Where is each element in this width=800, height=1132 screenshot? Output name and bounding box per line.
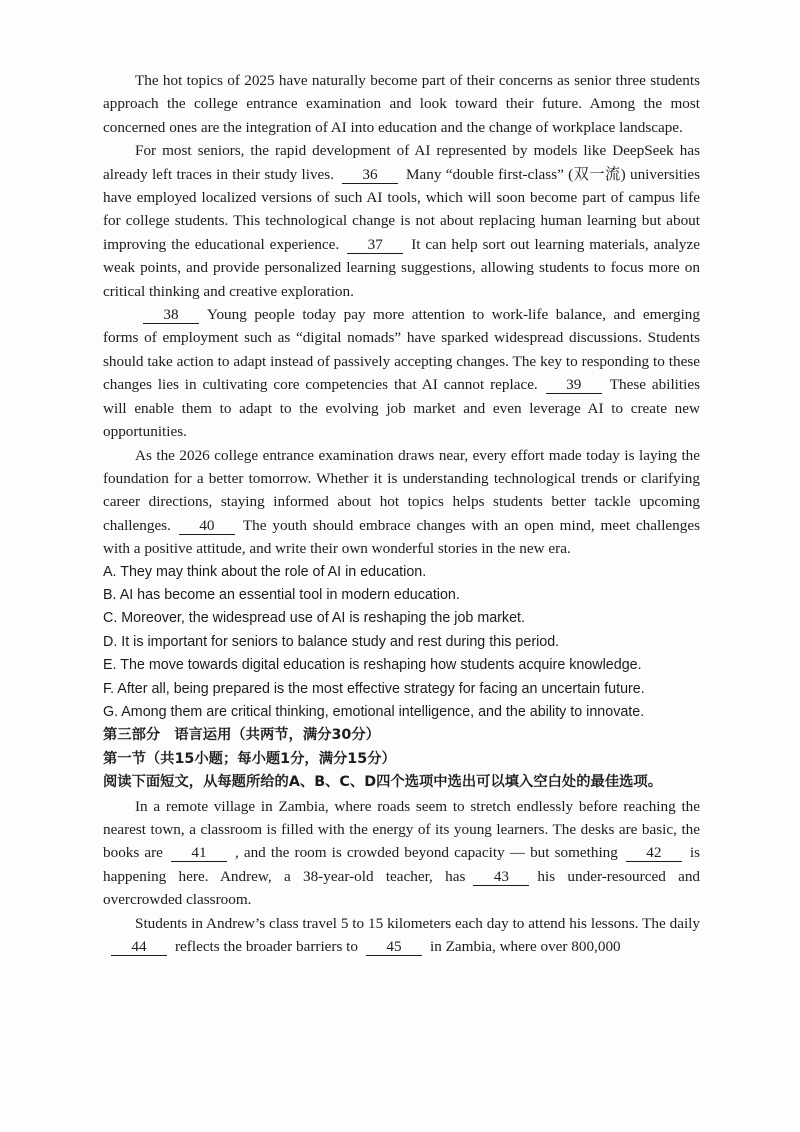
passage1-text: The youth should embrace changes with an open mind, meet challenges with a positive attitude, and write their own wonderful stories in the new era. <box>103 516 700 558</box>
passage2-text: in Zambia, where over 800,000 <box>430 938 621 956</box>
passage1-paragraph-1 <box>103 69 700 139</box>
passage2-text: Students in Andrew’s class travel 5 to 15 kilometers each day to attend his lessons. The daily <box>135 914 700 932</box>
option-d: D. It is important for seniors to balance study and rest during this period. <box>103 633 560 650</box>
blank-39: 39 <box>546 376 602 394</box>
passage2-text: reflects the broader barriers to <box>175 938 358 956</box>
exam-column <box>103 69 700 958</box>
passage1-text: Many “double first-class” (双一流) universities have employed localized versions of such AI tools, which will soon become part of campus life for college students. This technological change is not about replacing human learning but about improving the educational experience. <box>103 165 700 253</box>
passage2-text: , and the room is crowded beyond capacity — but something <box>234 844 618 862</box>
section-heading <box>103 724 700 747</box>
blank-43: 43 <box>473 868 529 886</box>
blank-38: 38 <box>143 306 199 324</box>
passage1-paragraph-2 <box>103 139 700 303</box>
blank-45: 45 <box>366 938 422 956</box>
passage1-text: Young people today pay more attention to work-life balance, and emerging forms of employment such as “digital nomads” have sparked widespread discussions. Students should take action to adapt instead of passively accepting changes. The key to responding to these changes lies in cultivating core competencies that AI cannot replace. <box>103 306 700 394</box>
passage2-text: In a remote village in Zambia, where roads seem to stretch endlessly before reaching the nearest town, a classroom is filled with the energy of its young learners. The desks are basic, the books are <box>103 797 700 862</box>
passage1-text: The hot topics of 2025 have naturally become part of their concerns as senior three students approach the college entrance examination and look toward their future. Among the most concerned ones are the integration of AI into education and the change of workplace landscape. <box>103 72 700 136</box>
part-title: 第三部分 <box>103 727 161 744</box>
option-b: B. AI has become an essential tool in modern education. <box>103 586 460 603</box>
passage1-text: These abilities will enable them to adapt to the evolving job market and even leverage AI to create new opportunities. <box>103 376 700 441</box>
option-list <box>103 561 700 725</box>
blank-40: 40 <box>179 517 235 535</box>
passage1-text: It can help sort out learning materials, analyze weak points, and provide personalized learning suggestions, allowing students to focus more on critical thinking and creative exploration. <box>103 235 701 300</box>
sub-section-heading: 第一节（共15小题；每小题1分，满分15分） <box>103 750 396 767</box>
blank-42: 42 <box>626 844 682 862</box>
passage1-text: For most seniors, the rapid development of AI represented by models like DeepSeek has already left traces in their study lives. <box>103 142 700 183</box>
option-f: F. After all, being prepared is the most effective strategy for facing an uncertain future. <box>103 680 645 697</box>
part-name: 语言运用（共两节，满分30分） <box>174 727 380 744</box>
passage1-paragraph-3 <box>103 303 700 443</box>
passage2-text: his under-resourced and overcrowded classroom. <box>103 867 701 909</box>
passage2-paragraph-2 <box>103 912 700 959</box>
option-e: E. The move towards digital education is reshaping how students acquire knowledge. <box>103 657 642 674</box>
blank-36: 36 <box>342 166 398 184</box>
blank-44: 44 <box>111 938 167 956</box>
option-g: G. Among them are critical thinking, emotional intelligence, and the ability to innovate. <box>103 703 645 720</box>
passage2-paragraph-1 <box>103 795 700 912</box>
blank-41: 41 <box>171 844 227 862</box>
passage2-text: is happening here. Andrew, a 38-year-old teacher, has <box>103 844 701 885</box>
option-c: C. Moreover, the widespread use of AI is reshaping the job market. <box>103 610 525 627</box>
option-a: A. They may think about the role of AI in education. <box>103 563 427 580</box>
instruction: 阅读下面短文，从每题所给的A、B、C、D四个选项中选出可以填入空白处的最佳选项。 <box>103 774 663 791</box>
passage1-text: As the 2026 college entrance examination draws near, every effort made today is laying the foundation for a better tomorrow. Whether it is understanding technological trends or clarifying career directions, staying informed about hot topics helps students better tackle upcoming challenges. <box>103 446 700 534</box>
passage1-paragraph-4 <box>103 444 700 561</box>
blank-37: 37 <box>347 236 403 254</box>
